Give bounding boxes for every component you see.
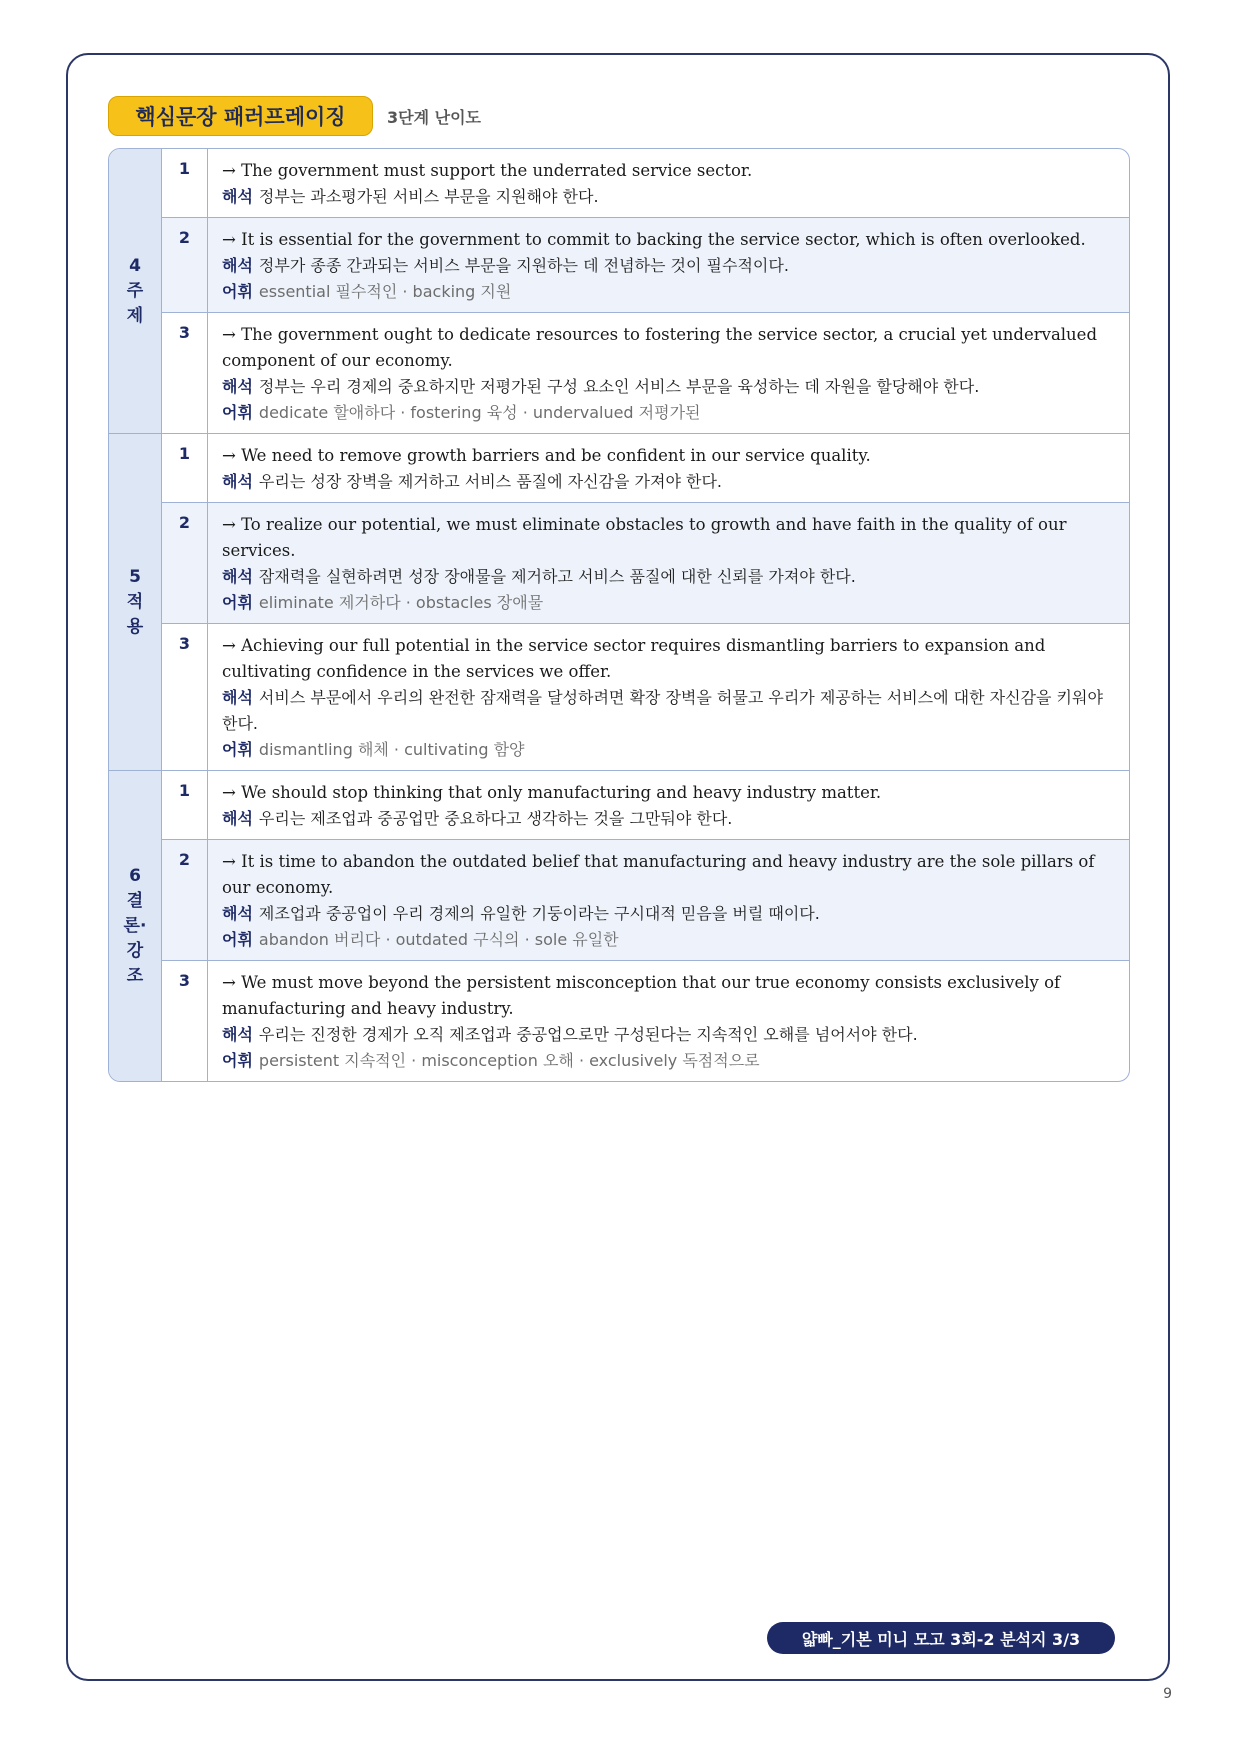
row-number: 2 — [162, 218, 208, 312]
table-row — [162, 313, 1129, 433]
vocab-tag: 어휘 — [222, 930, 253, 949]
table-row — [162, 771, 1129, 840]
translation-text: 정부는 과소평가된 서비스 부문을 지원해야 한다. — [258, 187, 599, 206]
vocabulary — [222, 590, 1115, 616]
row-number: 3 — [162, 961, 208, 1081]
row-number: 1 — [162, 434, 208, 502]
row-content — [208, 434, 1129, 502]
vocabulary — [222, 279, 1115, 305]
table-row — [162, 840, 1129, 961]
vocab-tag: 어휘 — [222, 282, 253, 301]
korean-translation — [222, 564, 1115, 590]
footer-label: 얇빠_기본 미니 모고 3회-2 분석지 3/3 — [767, 1622, 1115, 1654]
table-row — [162, 503, 1129, 624]
english-sentence: → Achieving our full potential in the service sector requires dismantling barriers to expansion and cultivating confidence in the services we offer. — [222, 636, 1046, 681]
section-label-char: 4 — [129, 255, 141, 276]
page-number: 9 — [1163, 1686, 1172, 1702]
vocab-text: persistent 지속적인 · misconception 오해 · exclusively 독점적으로 — [258, 1051, 760, 1070]
section-label-char: 주 — [126, 280, 144, 301]
section-label-char: 강 — [126, 940, 144, 961]
translation-tag: 해석 — [222, 567, 253, 586]
vocab-tag: 어휘 — [222, 593, 253, 612]
section-header — [108, 96, 481, 136]
translation-tag: 해석 — [222, 688, 253, 707]
vocab-text: dismantling 해체 · cultivating 함양 — [258, 740, 525, 759]
section-label — [109, 149, 162, 433]
row-number: 1 — [162, 771, 208, 839]
row-content — [208, 771, 1129, 839]
korean-translation — [222, 1022, 1115, 1048]
vocab-tag: 어휘 — [222, 403, 253, 422]
section-label — [109, 771, 162, 1081]
korean-translation — [222, 374, 1115, 400]
vocab-text: dedicate 할애하다 · fostering 육성 · undervalued 저평가된 — [258, 403, 701, 422]
section-label-char: 론· — [123, 915, 147, 936]
section-label — [109, 434, 162, 770]
vocab-tag: 어휘 — [222, 1051, 253, 1070]
english-sentence: → It is essential for the government to commit to backing the service sector, which is often overlooked. — [222, 230, 1086, 249]
table-section — [109, 149, 1129, 434]
section-label-char: 조 — [126, 965, 144, 986]
row-content — [208, 840, 1129, 960]
english-sentence: → We should stop thinking that only manufacturing and heavy industry matter. — [222, 783, 882, 802]
row-number: 3 — [162, 313, 208, 433]
row-content — [208, 961, 1129, 1081]
section-label-char: 결 — [126, 890, 144, 911]
english-sentence: → The government must support the underrated service sector. — [222, 161, 753, 180]
section-label-char: 5 — [129, 566, 141, 587]
section-label-char: 제 — [126, 305, 144, 326]
translation-text: 우리는 진정한 경제가 오직 제조업과 중공업으로만 구성된다는 지속적인 오해를 넘어서야 한다. — [258, 1025, 918, 1044]
row-number: 3 — [162, 624, 208, 770]
vocab-text: eliminate 제거하다 · obstacles 장애물 — [258, 593, 544, 612]
row-content — [208, 503, 1129, 623]
section-label-char: 적 — [126, 591, 144, 612]
english-sentence: → We must move beyond the persistent misconception that our true economy consists exclusively of manufacturing and heavy industry. — [222, 973, 1061, 1018]
korean-translation — [222, 184, 1115, 210]
table-section — [109, 771, 1129, 1081]
translation-text: 우리는 성장 장벽을 제거하고 서비스 품질에 자신감을 가져야 한다. — [258, 472, 723, 491]
translation-tag: 해석 — [222, 1025, 253, 1044]
vocab-text: essential 필수적인 · backing 지원 — [258, 282, 512, 301]
translation-text: 정부는 우리 경제의 중요하지만 저평가된 구성 요소인 서비스 부문을 육성하는 데 자원을 할당해야 한다. — [258, 377, 980, 396]
title-badge: 핵심문장 패러프레이징 — [108, 96, 373, 136]
translation-text: 정부가 종종 간과되는 서비스 부문을 지원하는 데 전념하는 것이 필수적이다. — [258, 256, 789, 275]
difficulty-label: 3단계 난이도 — [387, 107, 481, 127]
english-sentence: → We need to remove growth barriers and be confident in our service quality. — [222, 446, 871, 465]
translation-text: 우리는 제조업과 중공업만 중요하다고 생각하는 것을 그만둬야 한다. — [258, 809, 733, 828]
vocab-tag: 어휘 — [222, 740, 253, 759]
vocabulary — [222, 927, 1115, 953]
korean-translation — [222, 469, 1115, 495]
section-label-char: 용 — [126, 616, 144, 637]
korean-translation — [222, 253, 1115, 279]
section-label-char: 6 — [129, 865, 141, 886]
english-sentence: → It is time to abandon the outdated belief that manufacturing and heavy industry are the sole pillars of our economy. — [222, 852, 1095, 897]
korean-translation — [222, 901, 1115, 927]
korean-translation — [222, 685, 1115, 737]
table-section — [109, 434, 1129, 771]
table-row — [162, 149, 1129, 218]
vocabulary — [222, 400, 1115, 426]
korean-translation — [222, 806, 1115, 832]
vocabulary — [222, 1048, 1115, 1074]
table-row — [162, 218, 1129, 313]
table-row — [162, 624, 1129, 770]
translation-text: 잠재력을 실현하려면 성장 장애물을 제거하고 서비스 품질에 대한 신뢰를 가져야 한다. — [258, 567, 856, 586]
translation-tag: 해석 — [222, 256, 253, 275]
vocab-text: abandon 버리다 · outdated 구식의 · sole 유일한 — [258, 930, 619, 949]
table-row — [162, 434, 1129, 503]
english-sentence: → The government ought to dedicate resources to fostering the service sector, a crucial yet undervalued component of our economy. — [222, 325, 1098, 370]
paraphrase-table — [108, 148, 1130, 1082]
translation-text: 제조업과 중공업이 우리 경제의 유일한 기둥이라는 구시대적 믿음을 버릴 때이다. — [258, 904, 820, 923]
row-number: 2 — [162, 503, 208, 623]
english-sentence: → To realize our potential, we must eliminate obstacles to growth and have faith in the quality of our services. — [222, 515, 1067, 560]
row-content — [208, 149, 1129, 217]
translation-tag: 해석 — [222, 187, 253, 206]
row-number: 2 — [162, 840, 208, 960]
translation-tag: 해석 — [222, 472, 253, 491]
translation-text: 서비스 부문에서 우리의 완전한 잠재력을 달성하려면 확장 장벽을 허물고 우리가 제공하는 서비스에 대한 자신감을 키워야 한다. — [222, 688, 1103, 733]
row-content — [208, 624, 1129, 770]
row-content — [208, 218, 1129, 312]
vocabulary — [222, 737, 1115, 763]
translation-tag: 해석 — [222, 904, 253, 923]
translation-tag: 해석 — [222, 377, 253, 396]
row-number: 1 — [162, 149, 208, 217]
table-row — [162, 961, 1129, 1081]
row-content — [208, 313, 1129, 433]
translation-tag: 해석 — [222, 809, 253, 828]
